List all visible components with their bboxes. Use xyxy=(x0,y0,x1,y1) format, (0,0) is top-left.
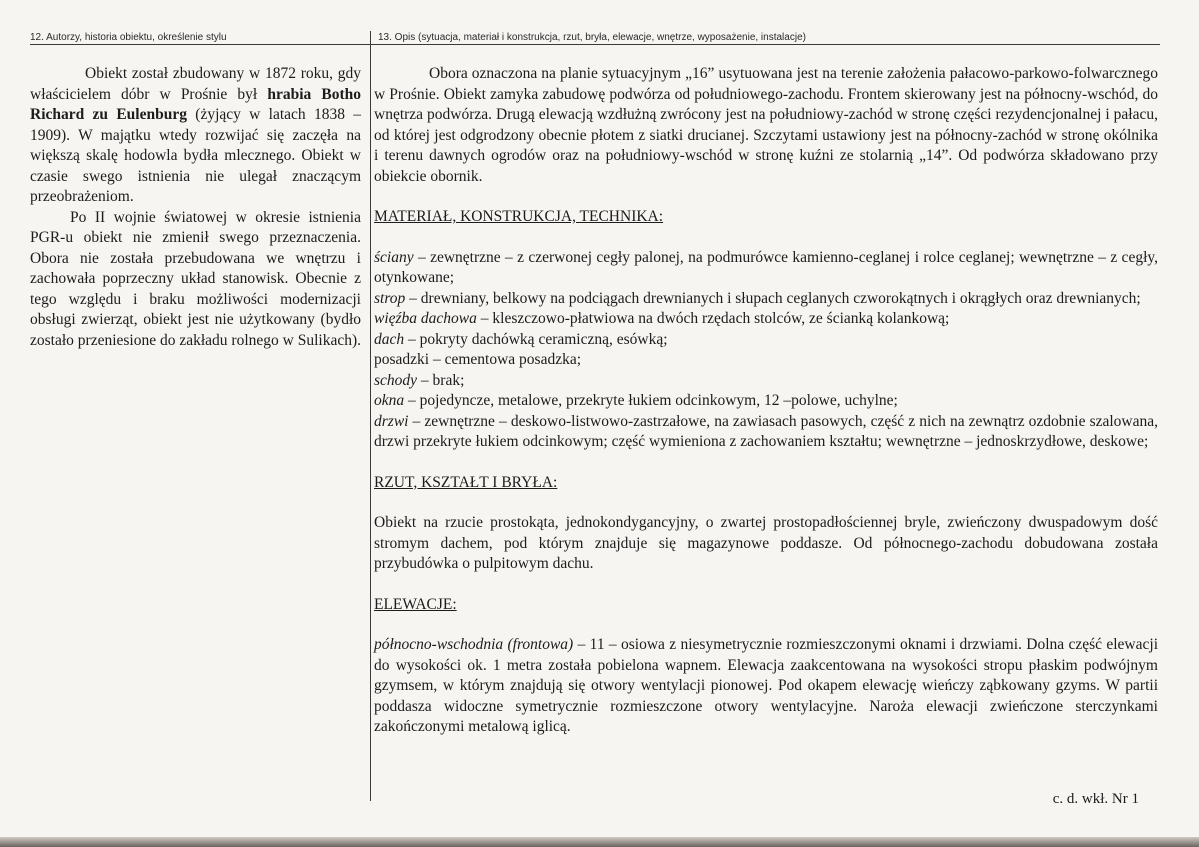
material-item xyxy=(374,350,1158,371)
material-item xyxy=(374,371,1158,392)
material-item-term: dach xyxy=(374,330,405,348)
material-item-term: drzwi xyxy=(374,412,409,430)
material-item xyxy=(374,289,1158,310)
section-13-header: 13. Opis (sytuacja, materiał i konstrukcja, rzut, bryła, elewacje, wnętrze, wyposażenie, instalacje) xyxy=(378,32,806,43)
material-item xyxy=(374,309,1158,330)
material-item-term: okna xyxy=(374,392,405,409)
material-item-term: ściany xyxy=(374,248,414,266)
material-item-text: posadzki – cementowa posadzka; xyxy=(374,351,582,368)
history-column xyxy=(30,64,361,351)
material-item-text: – drewniany, belkowy na podciągach drewnianych i słupach ceglanych czworokątnych i okrągłych oraz drewnianych; xyxy=(405,289,1141,307)
elevations-heading: ELEWACJE: xyxy=(374,595,457,613)
material-item-text: – pokryty dachówką ceramiczną, esówką; xyxy=(404,330,668,348)
material-item-text: – zewnętrzne – z czerwonej cegły palonej, na podmurówce kamienno-ceglanej i rolce ceglanej; wewnętrzne – z cegły, otynkowane; xyxy=(374,248,1158,286)
material-item-text: – zewnętrzne – deskowo-listwowo-zastrzałowe, na zawiasach pasowych, część z nich na zewnątrz ozdobnie szalowana, drzwi przekryte łukiem odcinkowym; część wymieniona z zachowaniem kształtu; wewnętrzne – jednoskrzydłowe, deskowe; xyxy=(374,412,1158,450)
material-item-term: więźba dachowa xyxy=(374,310,477,327)
material-heading: MATERIAŁ, KONSTRUKCJA, TECHNIKA: xyxy=(374,208,664,225)
elevation-northeast: północno-wschodnia (frontowa) – 11 – osiowa z niesymetrycznie rozmieszczonymi oknami i drzwiami. Dolna część elewacji do wysokości ok. 1 metra została pobielona wapnem. Elewacja zaakcentowana na wysokości stropu płaskim podwójnym gzymsem, w którym znajdują się otwory wentylacji pionowej. Pod okapem elewację wieńczy ząbkowany gzyms. W partii poddasza widoczne symetrycznie rozmieszczone otwory wentylacyjne. Naroża elewacji zwieńczone sterczynkami zakończonymi metalową iglicą. xyxy=(374,636,1159,735)
material-item xyxy=(374,412,1158,453)
material-item-text: – brak; xyxy=(417,371,465,389)
material-item xyxy=(374,248,1158,289)
material-item-text: – kleszczowo-płatwiowa na dwóch rzędach stolców, ze ścianką kolankową; xyxy=(476,310,950,327)
plan-paragraph: Obiekt na rzucie prostokąta, jednokondygancyjny, o zwartej prostopadłościennej bryle, zwieńczony dwuspadowym dość stromym dachem, pod którym znajduje się magazynowe poddasze. Od północnego-zachodu dobudowana została przybudówka o pulpitowym dachu. xyxy=(374,514,1158,572)
plan-heading: RZUT, KSZTAŁT I BRYŁA: xyxy=(374,473,558,491)
header-rule xyxy=(30,44,1160,45)
material-item xyxy=(374,330,1158,351)
material-list xyxy=(374,248,1158,453)
material-item-term: schody xyxy=(374,371,418,389)
continuation-note: c. d. wkł. Nr 1 xyxy=(1052,791,1139,807)
material-item xyxy=(374,391,1158,412)
history-paragraph-2: Po II wojnie światowej w okresie istnienia PGR-u obiekt nie zmienił swego przeznaczenia. Obora nie została przebudowana we wnętrzu i zachowała poprzeczny układ stanowisk. Obecnie z tego względu i braku możliwości modernizacji obsługi zwierząt, obiekt jest nie użytkowany (bydło zostało przeniesione do zakładu rolnego w Sulikach). xyxy=(30,208,361,349)
scan-edge xyxy=(0,837,1199,847)
section-12-header: 12. Autorzy, historia obiektu, określenie stylu xyxy=(30,32,227,43)
column-divider xyxy=(370,31,371,801)
material-item-term: strop xyxy=(374,289,406,307)
description-column xyxy=(374,64,1158,738)
material-item-text: – pojedyncze, metalowe, przekryte łukiem odcinkowym, 12 –polowe, uchylne; xyxy=(404,392,898,409)
history-paragraph-1: Obiekt został zbudowany w 1872 roku, gdy właścicielem dóbr w Prośnie był hrabia Botho Richard zu Eulenburg (żyjący w latach 1838 – 1909). W majątku wtedy rozwijać się zaczęła na większą skalę hodowla bydła mlecznego. Obiekt w czasie swego istnienia nie ulegał znaczącym przeobrażeniom. xyxy=(30,65,361,205)
owner-name: hrabia Botho Richard zu Eulenburg xyxy=(30,85,361,123)
situation-paragraph: Obora oznaczona na planie sytuacyjnym „16” usytuowana jest na terenie założenia pałacowo-parkowo-folwarcznego w Prośnie. Obiekt zamyka zabudowę podwórza od południowego-zachodu. Frontem skierowany jest na północny-wschód, do wnętrza podwórza. Drugą elewacją wzdłużną zwrócony jest na południowy-zachód w stronę części rezydencjonalnej i pałacu, od której jest odgrodzony obecnie płotem z siatki drucianej. Szczytami ustawiony jest na północny-zachód w stronę okólnika i terenu dawnych ogrodów oraz na południowy-wschód w stronę kuźni ze stolarnią „14”. Od podwórza składowano przy obiekcie obornik. xyxy=(374,65,1158,185)
